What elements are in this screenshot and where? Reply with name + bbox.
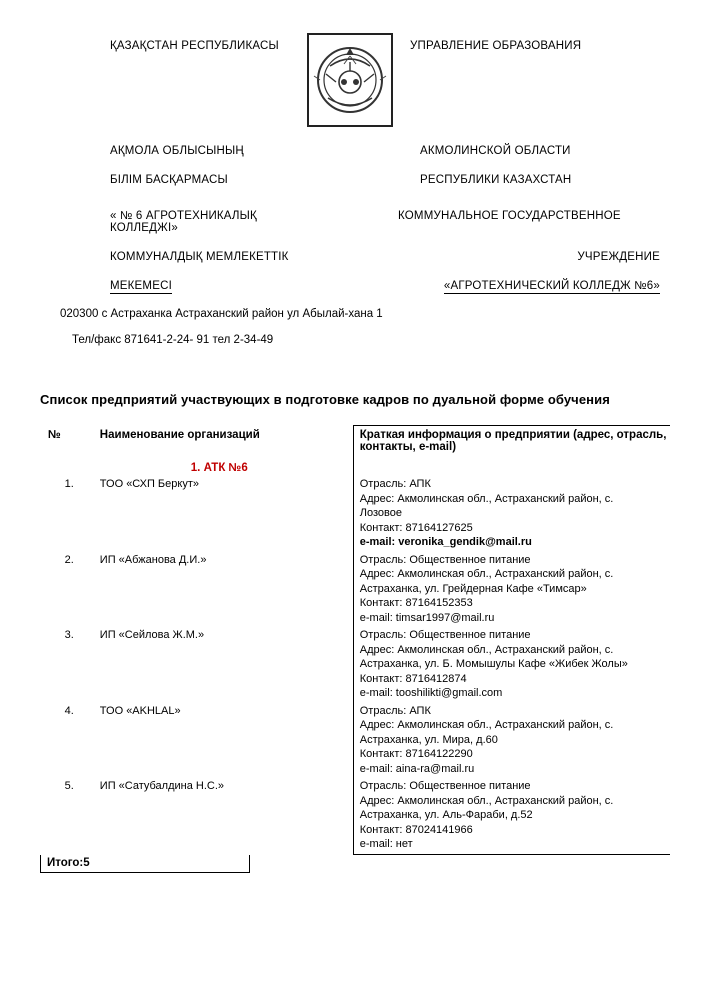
info-line: Астраханка, ул. Аль-Фараби, д.52: [359, 809, 533, 821]
info-line: Отрасль: Общественное питание: [359, 629, 531, 641]
section-info-cell: [353, 459, 670, 476]
info-line: Астраханка, ул. Грейдерная Кафе «Тимсар»: [359, 582, 587, 595]
row-number: 3.: [64, 629, 74, 641]
info-line: Контакт: 87164127625: [359, 521, 473, 534]
info-line: Отрасль: АПК: [359, 478, 431, 490]
kazakhstan-state-emblem-icon: [306, 32, 394, 128]
letterhead-row: [60, 210, 660, 234]
column-header-info: Краткая информация о предприятии (адрес, отрасль, контакты, e-mail): [353, 426, 670, 460]
table-row: [40, 703, 670, 779]
letterhead-right-line: КОММУНАЛЬНОЕ ГОСУДАРСТВЕННОЕ: [398, 210, 621, 222]
column-header-number: №: [48, 428, 61, 441]
info-line: Контакт: 87164152353: [359, 597, 473, 609]
document-page: [0, 40, 720, 1000]
row-number: 2.: [64, 553, 74, 566]
info-line: Адрес: Акмолинская обл., Астраханский район, с.: [359, 794, 614, 807]
page-title: Список предприятий участвующих в подготовке кадров по дуальной форме обучения: [40, 392, 610, 407]
letterhead-left-line: КОММУНАЛДЫҚ МЕМЛЕКЕТТІК: [110, 251, 289, 263]
letterhead-address: 020300 с Астраханка Астраханский район ул Абылай-хана 1: [60, 308, 383, 320]
info-email: e-mail: veronika_gendik@mail.ru: [359, 536, 532, 548]
row-number: 1.: [64, 478, 74, 490]
info-line: Адрес: Акмолинская обл., Астраханский район, с.: [359, 719, 614, 731]
total-count: Итого:5: [40, 855, 250, 873]
row-number: 5.: [64, 780, 74, 792]
info-line: Адрес: Акмолинская обл., Астраханский район, с.: [359, 643, 614, 656]
letterhead-right-line: УЧРЕЖДЕНИЕ: [577, 251, 660, 263]
row-info: [353, 552, 670, 628]
row-organization: ТОО «AKHLAL»: [99, 704, 181, 717]
letterhead-left-line: ҚАЗАҚСТАН РЕСПУБЛИКАСЫ: [110, 40, 279, 52]
column-header-organization: Наименование организаций: [99, 428, 260, 441]
row-info: [353, 627, 670, 703]
letterhead-phone: Тел/факс 871641-2-24- 91 тел 2-34-49: [72, 334, 274, 346]
letterhead-left-line: АҚМОЛА ОБЛЫСЫНЫҢ: [110, 145, 244, 157]
letterhead-left-underlined: МЕКЕМЕСІ: [110, 280, 172, 292]
table-header-row: [40, 426, 670, 460]
info-line: Отрасль: Общественное питание: [359, 553, 531, 566]
table-row: [40, 476, 670, 552]
info-line: Лозовое: [359, 507, 402, 519]
info-line: Астраханка, ул. Мира, д.60: [359, 733, 498, 746]
letterhead-left-line: [60, 280, 290, 294]
info-line: Отрасль: АПК: [359, 704, 431, 717]
letterhead: [60, 40, 660, 294]
letterhead-row: [60, 145, 660, 157]
letterhead-right-line: АКМОЛИНСКОЙ ОБЛАСТИ: [420, 145, 571, 157]
info-line: Контакт: 87024141966: [359, 823, 473, 836]
info-line: Астраханка, ул. Б. Момышулы Кафе «Жибек Жолы»: [359, 658, 628, 670]
info-line: Адрес: Акмолинская обл., Астраханский район, с.: [359, 568, 614, 580]
row-info: [353, 778, 670, 854]
letterhead-row: [60, 280, 660, 294]
table-row: [40, 627, 670, 703]
letterhead-right-line: УПРАВЛЕНИЕ ОБРАЗОВАНИЯ: [410, 40, 582, 52]
letterhead-right-line: РЕСПУБЛИКИ КАЗАХСТАН: [420, 174, 572, 186]
info-email: e-mail: timsar1997@mail.ru: [359, 611, 495, 624]
row-info: [353, 476, 670, 552]
info-email: e-mail: tooshilikti@gmail.com: [359, 687, 503, 699]
letterhead-row: [60, 40, 660, 128]
row-organization: ИП «Сейлова Ж.М.»: [99, 629, 205, 641]
table-section-row: [40, 459, 670, 476]
table-row: [40, 552, 670, 628]
info-email: e-mail: нет: [359, 838, 413, 850]
row-organization: ИП «Сатубалдина Н.С.»: [99, 780, 225, 792]
info-line: Контакт: 8716412874: [359, 672, 467, 685]
letterhead-left-line: БІЛІМ БАСҚАРМАСЫ: [110, 174, 228, 186]
section-number-cell: [40, 459, 86, 476]
section-label: 1. АТК №6: [190, 462, 248, 474]
letterhead-left-line: « № 6 АГРОТЕХНИКАЛЫҚ КОЛЛЕДЖІ»: [110, 210, 257, 234]
row-organization: ИП «Абжанова Д.И.»: [99, 553, 207, 566]
row-info: [353, 703, 670, 779]
info-line: Адрес: Акмолинская обл., Астраханский район, с.: [359, 492, 614, 505]
letterhead-right-underlined: «АГРОТЕХНИЧЕСКИЙ КОЛЛЕДЖ №6»: [443, 280, 660, 292]
row-organization: ТОО «СХП Беркут»: [99, 478, 199, 490]
info-line: Отрасль: Общественное питание: [359, 780, 531, 792]
enterprises-table: [40, 425, 670, 855]
letterhead-row: [60, 251, 660, 263]
table-row: [40, 778, 670, 854]
letterhead-row: [60, 174, 660, 186]
emblem-container: [295, 40, 405, 128]
letterhead-right-line: [410, 280, 660, 294]
row-number: 4.: [64, 704, 74, 717]
info-line: Контакт: 87164122290: [359, 748, 473, 760]
info-email: e-mail: aina-ra@mail.ru: [359, 762, 475, 775]
